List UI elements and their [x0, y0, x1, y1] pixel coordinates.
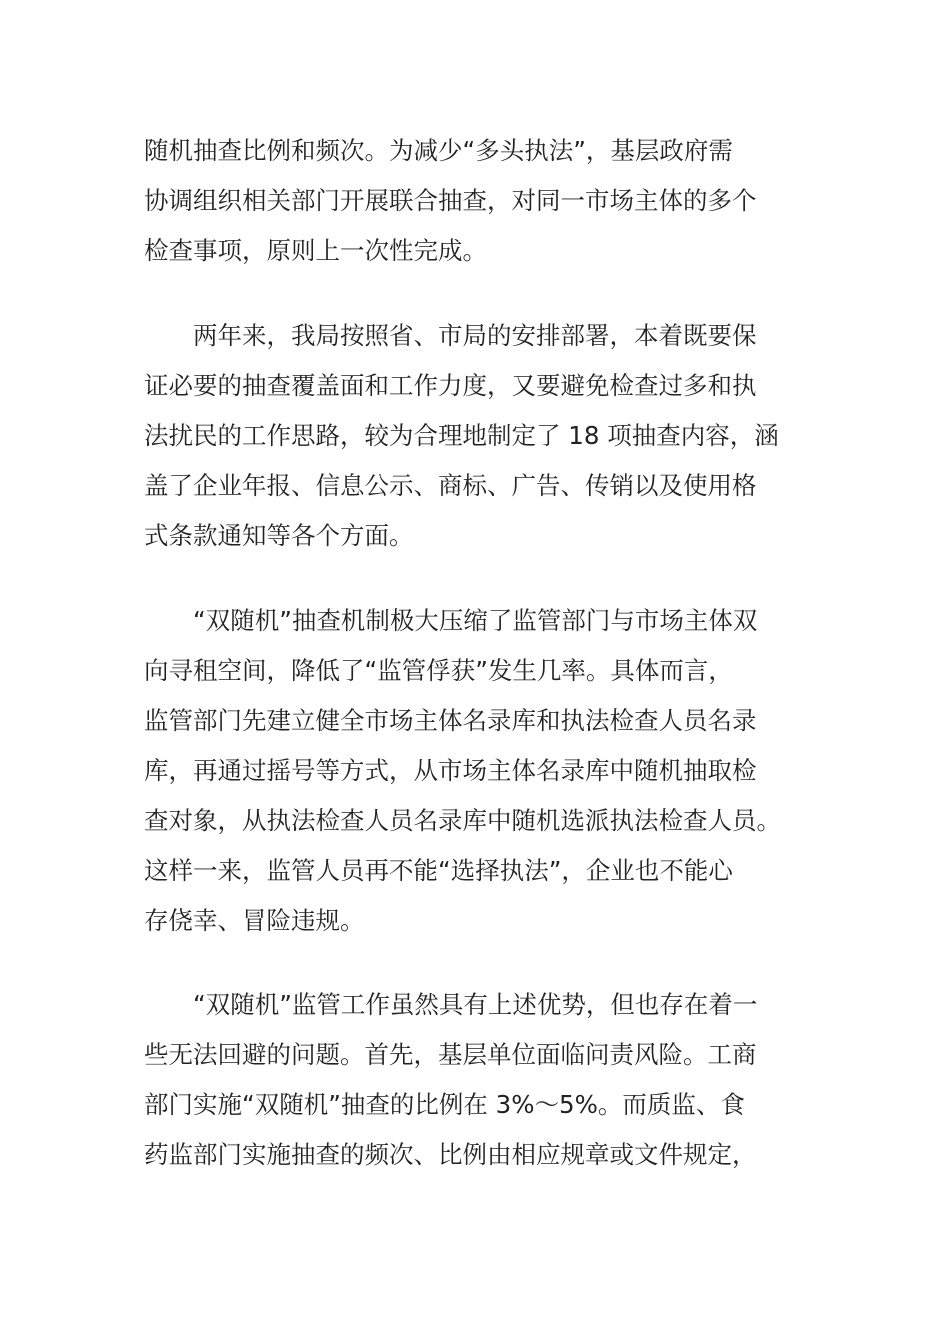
text-line: 法扰民的工作思路，较为合理地制定了 18 项抽查内容，涵	[144, 421, 779, 450]
text-line: 协调组织相关部门开展联合抽查，对同一市场主体的多个	[144, 186, 757, 215]
text-line: 存侥幸、冒险违规。	[144, 906, 365, 935]
text-line: 随机抽查比例和频次。为减少“多头执法”，基层政府需	[144, 136, 733, 165]
text-line: 式条款通知等各个方面。	[144, 521, 414, 550]
text-line: 证必要的抽查覆盖面和工作力度，又要避免检查过多和执	[144, 371, 757, 400]
text-line: 这样一来，监管人员再不能“选择执法”，企业也不能心	[144, 856, 733, 885]
paragraph-4	[144, 980, 809, 1180]
text-line: “双随机”抽查机制极大压缩了监管部门与市场主体双	[144, 606, 758, 635]
text-line: 监管部门先建立健全市场主体名录库和执法检查人员名录	[144, 706, 757, 735]
text-line: 些无法回避的问题。首先，基层单位面临问责风险。工商	[144, 1040, 757, 1069]
paragraph-3	[144, 596, 809, 946]
paragraph-1	[144, 126, 809, 276]
text-line: 检查事项，原则上一次性完成。	[144, 236, 487, 265]
text-line: 两年来，我局按照省、市局的安排部署，本着既要保	[144, 321, 757, 350]
paragraph-2	[144, 311, 809, 561]
text-line: 库，再通过摇号等方式，从市场主体名录库中随机抽取检	[144, 756, 757, 785]
text-line: 查对象，从执法检查人员名录库中随机选派执法检查人员。	[144, 806, 781, 835]
text-line: 部门实施“双随机”抽查的比例在 3%～5%。而质监、食	[144, 1090, 745, 1119]
text-line: 药监部门实施抽查的频次、比例由相应规章或文件规定，	[144, 1140, 757, 1169]
text-line: “双随机”监管工作虽然具有上述优势，但也存在着一	[144, 990, 758, 1019]
text-line: 盖了企业年报、信息公示、商标、广告、传销以及使用格	[144, 471, 757, 500]
text-line: 向寻租空间，降低了“监管俘获”发生几率。具体而言，	[144, 656, 733, 685]
